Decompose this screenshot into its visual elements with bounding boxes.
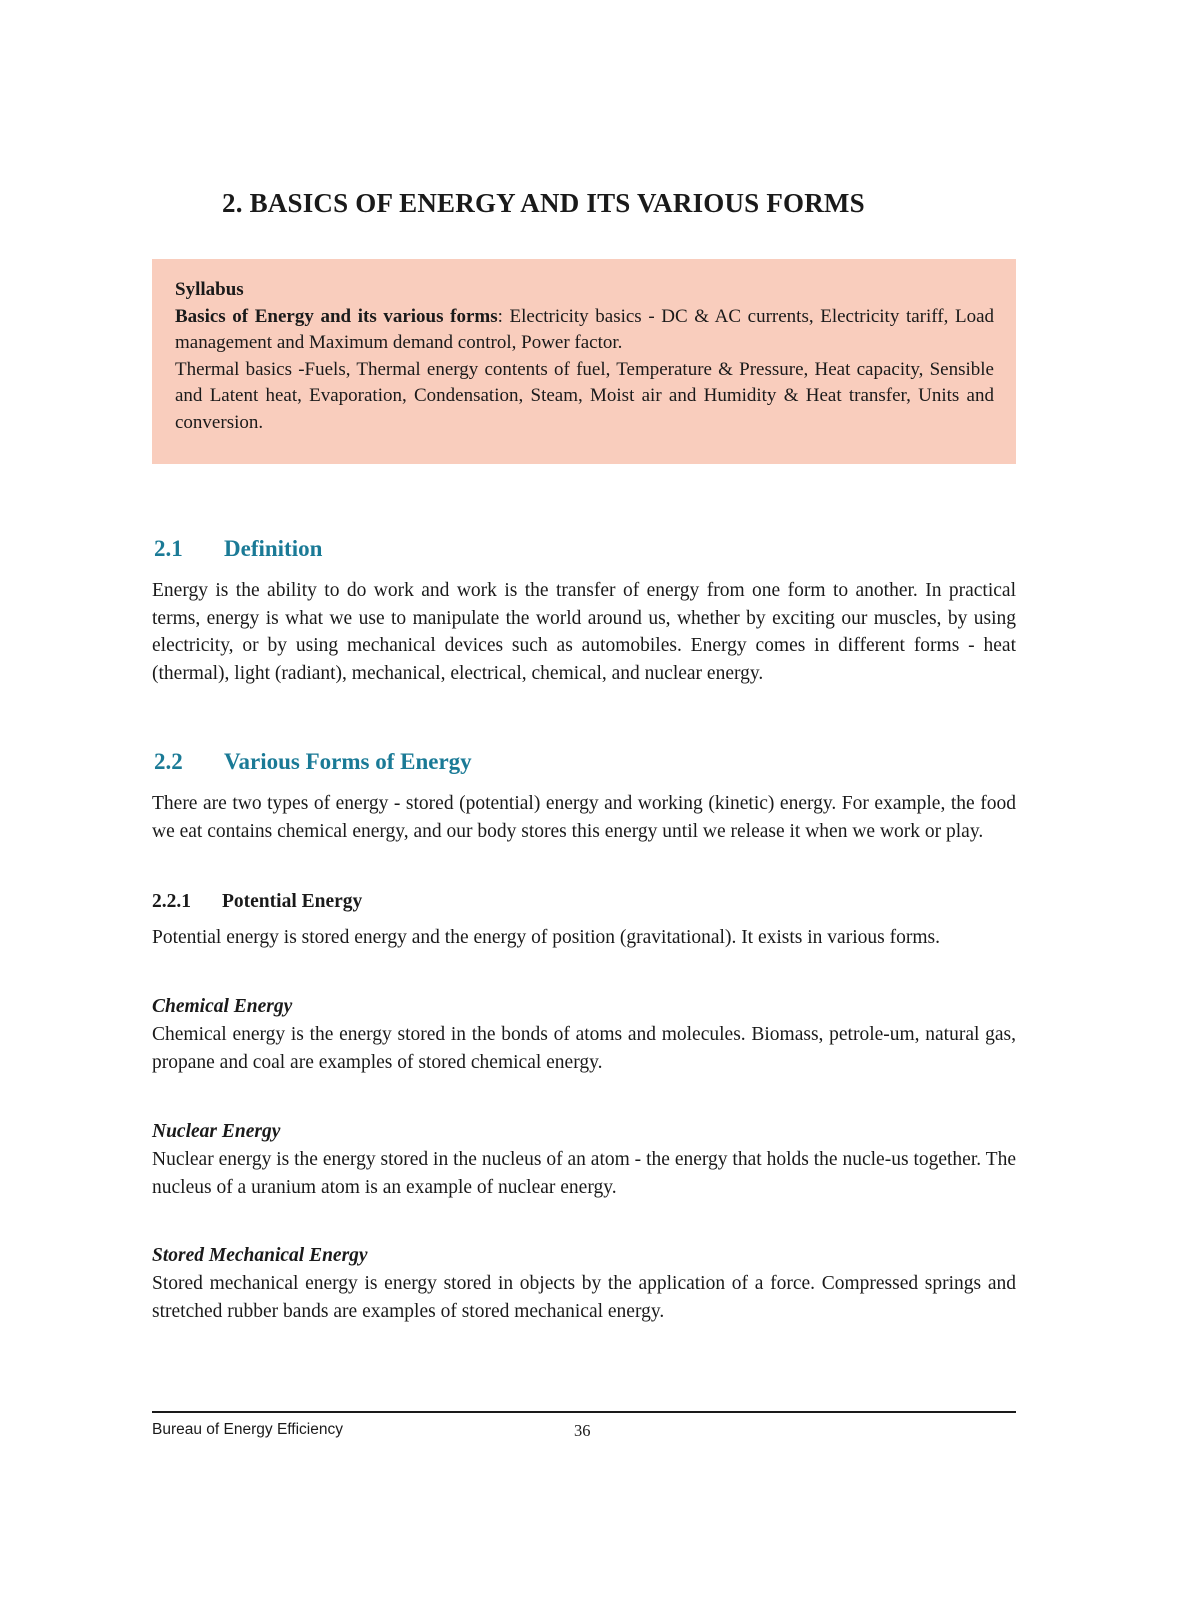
syllabus-electricity-text xyxy=(175,304,994,357)
section-title: Various Forms of Energy xyxy=(224,749,472,774)
potential-paragraph: Potential energy is stored energy and the energy of position (gravitational). It exists in various forms. xyxy=(152,927,940,948)
section-heading-forms xyxy=(154,749,472,775)
definition-paragraph: Energy is the ability to do work and work is the transfer of energy from one form to another. In practical terms, energy is what we use to manipulate the world around us, whether by exciting our muscles, by using electricity, or by using mechanical devices such as automobiles. Energy comes in different forms - heat (thermal), light (radiant), mechanical, electrical, chemical, and nuclear energy. xyxy=(152,580,1016,684)
syllabus-thermal-text: Thermal basics -Fuels, Thermal energy contents of fuel, Temperature & Pressure, Heat capacity, Sensible and Latent heat, Evaporation, Condensation, Steam, Moist air and Humidity & Heat transfer, Units and conversion. xyxy=(175,358,994,433)
subsection-title: Potential Energy xyxy=(222,891,363,912)
term-heading-nuclear: Nuclear Energy xyxy=(152,1121,281,1142)
syllabus-box xyxy=(152,259,1016,464)
term-heading-chemical: Chemical Energy xyxy=(152,996,293,1017)
section-heading-definition xyxy=(154,536,322,562)
subsection-heading-potential xyxy=(152,891,362,913)
syllabus-line1: : Electricity basics - DC & AC currents, Electricity tariff, Load management and Maximum demand control, Power factor. xyxy=(175,305,994,353)
mechanical-paragraph: Stored mechanical energy is energy stored in objects by the application of a force. Compressed springs and stretched rubber bands are examples of stored mechanical energy. xyxy=(152,1273,1016,1322)
chapter-title: 2. BASICS OF ENERGY AND ITS VARIOUS FORMS xyxy=(222,188,865,218)
footer-publisher: Bureau of Energy Efficiency xyxy=(152,1421,343,1438)
nuclear-paragraph: Nuclear energy is the energy stored in the nucleus of an atom - the energy that holds the nucle-us together. The nucleus of a uranium atom is an example of nuclear energy. xyxy=(152,1149,1016,1198)
forms-paragraph: There are two types of energy - stored (potential) energy and working (kinetic) energy. For example, the food we eat contains chemical energy, and our body stores this energy until we release it when we work or play. xyxy=(152,793,1016,842)
section-number: 2.1 xyxy=(154,536,183,561)
footer-divider xyxy=(152,1411,1016,1413)
term-heading-mechanical: Stored Mechanical Energy xyxy=(152,1245,368,1266)
section-title: Definition xyxy=(224,536,323,561)
subsection-number: 2.2.1 xyxy=(152,891,191,912)
syllabus-heading: Syllabus xyxy=(175,279,244,300)
footer-page-number: 36 xyxy=(574,1421,591,1440)
chemical-paragraph: Chemical energy is the energy stored in the bonds of atoms and molecules. Biomass, petrole-um, natural gas, propane and coal are examples of stored chemical energy. xyxy=(152,1024,1016,1073)
syllabus-lead: Basics of Energy and its various forms xyxy=(175,305,498,327)
section-number: 2.2 xyxy=(154,749,183,774)
